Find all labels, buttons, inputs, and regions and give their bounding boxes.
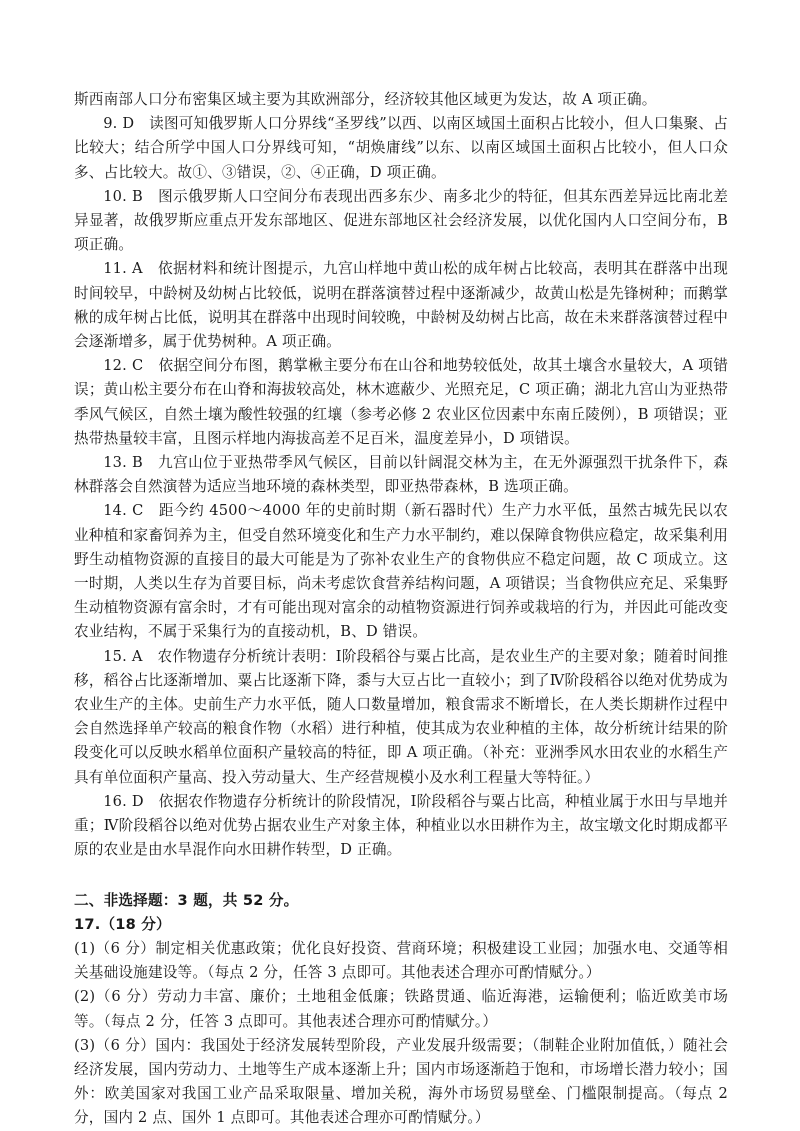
answer-paragraph-q10: 10. B 图示俄罗斯人口空间分布表现出西多东少、南多北少的特征，但其东西差异远比南北差异显著，故俄罗斯应重点开发东部地区、促进东部地区社会经济发展，以优化国内人口空间分布，B 项正确。 — [74, 187, 728, 254]
question-17-answer-1: (1)（6 分）制定相关优惠政策；优化良好投资、营商环境；积极建设工业园；加强水电、交通等相关基础设施建设等。（每点 2 分，任答 3 点即可。其他表述合理亦可酌情赋分。） — [74, 939, 728, 982]
answer-paragraph-q15: 15. A 农作物遗存分析统计表明：Ⅰ阶段稻谷与粟占比高，是农业生产的主要对象；随着时间推移，稻谷占比逐渐增加、粟占比逐渐下降，黍与大豆占比一直较小；到了Ⅳ阶段稻谷以绝对优势成为农业生产的主体。史前生产力水平低，随人口数量增加，粮食需求不断增长，在人类长期耕作过程中会自然选择单产较高的粮食作物（水稻）进行种植，使其成为农业种植的主体，故分析统计结果的阶段变化可以反映水稻单位面积产量较高的特征，即 A 项正确。（补充：亚洲季风水田农业的水稻生产具有单位面积产量高、投入劳动量大、生产经营规模小及水利工程量大等特征。） — [74, 647, 728, 786]
section-title: 二、非选择题：3 题，共 52 分。 — [74, 891, 299, 909]
answer-paragraph-q12: 12. C 依据空间分布图，鹅掌楸主要分布在山谷和地势较低处，故其土壤含水量较大，A 项错误；黄山松主要分布在山脊和海拔较高处，林木遮蔽少、光照充足，C 项正确；湖北九宫山为亚热带季风气候区，自然土壤为酸性较强的红壤（参考必修 2 农业区位因素中东南丘陵例），B 项错误；亚热带热量较丰富，且图示样地内海拔高差不足百米，温度差异小，D 项错误。 — [74, 357, 728, 447]
question-17-answer-2: (2)（6 分）劳动力丰富、廉价；土地租金低廉；铁路贯通、临近海港，运输便利；临近欧美市场等。（每点 2 分，任答 3 点即可。其他表述合理亦可酌情赋分。） — [74, 988, 728, 1030]
answer-paragraph-q11: 11. A 依据材料和统计图提示，九宫山样地中黄山松的成年树占比较高，表明其在群落中出现时间较早，中龄树及幼树占比较低，说明在群落演替过程中逐渐减少，故黄山松是先锋树种；而鹅掌楸的成年树占比低，说明其在群落中出现时间较晚，中龄树及幼树占比高，故在未来群落演替过程中会逐渐增多，属于优势树种。A 项正确。 — [74, 260, 728, 351]
answer-paragraph-continuation: 斯西南部人口分布密集区域主要为其欧洲部分，经济较其他区域更为发达，故 A 项正确。 — [74, 91, 657, 108]
answer-paragraph-q9: 9. D 读图可知俄罗斯人口分界线“圣罗线”以西、以南区域国土面积占比较小，但人口集聚、占比较大；结合所学中国人口分界线可知，“胡焕庸线”以东、以南区域国土面积占比较小，但人口众多、占比较大。故①、③错误，②、④正确，D 项正确。 — [74, 115, 728, 181]
answer-paragraph-q13: 13. B 九宫山位于亚热带季风气候区，目前以针阔混交林为主，在无外源强烈干扰条件下，森林群落会自然演替为适应当地环境的森林类型，即亚热带森林，B 选项正确。 — [74, 454, 728, 496]
question-17-answer-3: (3)（6 分）国内：我国处于经济发展转型阶段，产业发展升级需要；（制鞋企业附加值低，）随社会经济发展，国内劳动力、土地等生产成本逐渐上升；国内市场逐渐趋于饱和，市场增长潜力较小；国外：欧美国家对我国工业产品采取限量、增加关税，海外市场贸易壁垒、门槛限制提高。（每点 2 分，国内 2 点、国外 1 点即可。其他表述合理亦可酌情赋分。） — [74, 1036, 728, 1127]
answer-paragraph-q16: 16. D 依据农作物遗存分析统计的阶段情况，Ⅰ阶段稻谷与粟占比高，种植业属于水田与旱地并重；Ⅳ阶段稻谷以绝对优势占据农业生产对象主体，种植业以水田耕作为主，故宝墩文化时期成都平原的农业是由水旱混作向水田耕作转型，D 正确。 — [74, 792, 728, 859]
answer-paragraph-q14: 14. C 距今约 4500～4000 年的史前时期（新石器时代）生产力水平低，虽然古城先民以农业种植和家畜饲养为主，但受自然环境变化和生产力水平制约，难以保障食物供应稳定，故采集利用野生动植物资源的直接目的最大可能是为了弥补农业生产的食物供应不稳定问题，故 C 项成立。这一时期，人类以生存为首要目标，尚未考虑饮食营养结构问题，A 项错误；当食物供应充足、采集野生动植物资源有富余时，才有可能出现对富余的动植物资源进行饲养或栽培的行为，并因此可能改变农业结构，不属于采集行为的直接动机，B、D 错误。 — [74, 502, 728, 641]
question-17-title: 17.（18 分） — [74, 915, 171, 933]
